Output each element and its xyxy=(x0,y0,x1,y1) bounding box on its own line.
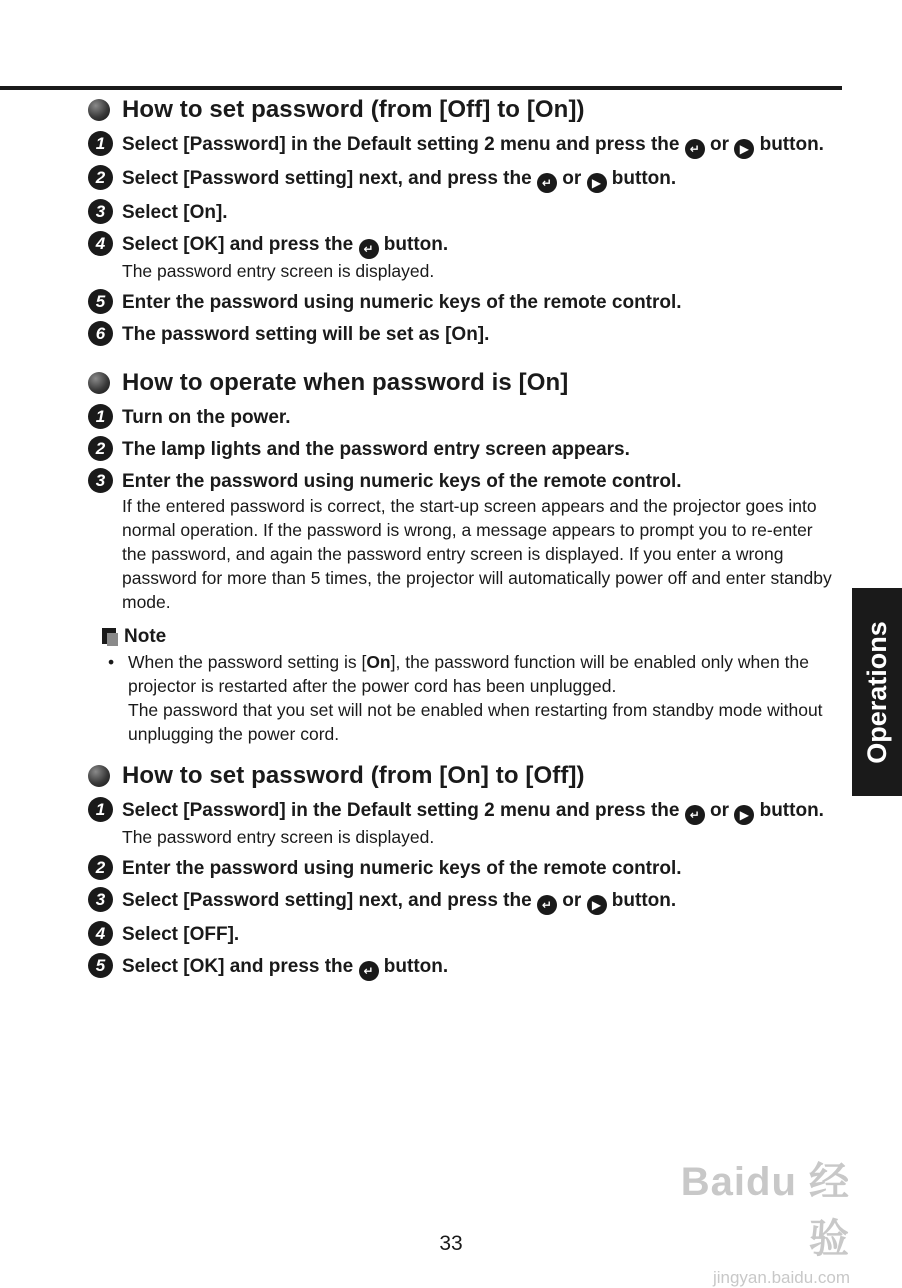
step-title: The lamp lights and the password entry screen appears. xyxy=(122,439,630,460)
section-heading xyxy=(88,369,840,397)
step-4 xyxy=(88,922,840,947)
step-number: 4 xyxy=(88,921,113,946)
watermark-logo xyxy=(640,1150,850,1287)
side-tab-operations xyxy=(852,588,902,796)
step-5 xyxy=(88,954,840,981)
note-bullet: • xyxy=(108,652,115,672)
step-title: Select [Password setting] next, and press the ↵ or ▶ button. xyxy=(122,166,840,193)
right-arrow-button-icon: ▶ xyxy=(734,139,754,159)
step-number: 1 xyxy=(88,797,113,822)
step-title: Select [On]. xyxy=(122,202,228,223)
section-heading-text: How to set password (from [Off] to [On]) xyxy=(122,96,585,123)
note-text-2: The password that you set will not be enabled when restarting from standby mode without unplugging the power cord. xyxy=(128,700,823,744)
step-1 xyxy=(88,798,840,849)
step-number: 4 xyxy=(88,231,113,256)
heading-bullet-icon xyxy=(88,765,110,787)
side-tab-label: Operations xyxy=(861,620,892,764)
step-description: The password entry screen is displayed. xyxy=(122,261,435,281)
page-number: 33 xyxy=(439,1232,463,1255)
step-description: The password entry screen is displayed. xyxy=(122,827,435,847)
step-title: Turn on the power. xyxy=(122,407,291,428)
step-6 xyxy=(88,322,840,347)
step-number: 1 xyxy=(88,131,113,156)
step-2 xyxy=(88,856,840,881)
section-operate-password-on xyxy=(88,369,840,746)
step-2 xyxy=(88,166,840,193)
section-heading-text: How to set password (from [On] to [Off]) xyxy=(122,762,585,789)
step-description: If the entered password is correct, the start-up screen appears and the projector goes into normal operation. If the password is wrong, a message appears to prompt you to re-enter the password, and again the password entry screen is displayed. If you enter a wrong password for more than 5 times, the projector will automatically power off and enter standby mode. xyxy=(122,496,832,612)
section-heading-text: How to operate when password is [On] xyxy=(122,369,569,396)
step-number: 5 xyxy=(88,289,113,314)
step-title: Select [OFF]. xyxy=(122,924,240,945)
step-number: 2 xyxy=(88,855,113,880)
note-item xyxy=(102,650,840,746)
step-number: 3 xyxy=(88,199,113,224)
right-arrow-button-icon: ▶ xyxy=(587,173,607,193)
note-text: When the password setting is [On], the password function will be enabled only when the projector is restarted after the power cord has been unplugged. xyxy=(128,652,809,696)
step-number: 5 xyxy=(88,953,113,978)
step-2 xyxy=(88,437,840,462)
step-title: Select [OK] and press the ↵ button. xyxy=(122,232,840,259)
enter-button-icon: ↵ xyxy=(359,239,379,259)
step-number: 6 xyxy=(88,321,113,346)
enter-button-icon: ↵ xyxy=(537,173,557,193)
top-rule xyxy=(0,86,842,90)
heading-bullet-icon xyxy=(88,99,110,121)
step-3 xyxy=(88,888,840,915)
step-title: The password setting will be set as [On]. xyxy=(122,324,490,345)
note-icon xyxy=(102,628,118,646)
enter-button-icon: ↵ xyxy=(685,139,705,159)
step-title: Select [Password setting] next, and press the ↵ or ▶ button. xyxy=(122,888,840,915)
section-heading xyxy=(88,96,840,124)
section-set-password-on xyxy=(88,96,840,347)
enter-button-icon: ↵ xyxy=(685,805,705,825)
step-number: 3 xyxy=(88,887,113,912)
note-box xyxy=(102,626,840,746)
enter-button-icon: ↵ xyxy=(537,895,557,915)
step-title: Enter the password using numeric keys of the remote control. xyxy=(122,858,682,879)
heading-bullet-icon xyxy=(88,372,110,394)
step-title: Select [Password] in the Default setting 2 menu and press the ↵ or ▶ button. xyxy=(122,132,840,159)
right-arrow-button-icon: ▶ xyxy=(734,805,754,825)
step-number: 3 xyxy=(88,468,113,493)
step-5 xyxy=(88,290,840,315)
watermark-logo-text: Baidu 经验 xyxy=(680,1160,850,1261)
section-heading xyxy=(88,762,840,790)
note-label: Note xyxy=(124,626,167,647)
watermark-url: jingyan.baidu.com xyxy=(712,1268,850,1287)
step-title: Enter the password using numeric keys of the remote control. xyxy=(122,292,682,313)
enter-button-icon: ↵ xyxy=(359,961,379,981)
page-content xyxy=(88,96,840,995)
step-1 xyxy=(88,405,840,430)
step-number: 2 xyxy=(88,165,113,190)
step-number: 2 xyxy=(88,436,113,461)
right-arrow-button-icon: ▶ xyxy=(587,895,607,915)
step-4 xyxy=(88,232,840,283)
step-title: Select [Password] in the Default setting 2 menu and press the ↵ or ▶ button. xyxy=(122,798,840,825)
section-set-password-off xyxy=(88,762,840,981)
step-title: Select [OK] and press the ↵ button. xyxy=(122,954,840,981)
step-3 xyxy=(88,469,840,614)
step-3 xyxy=(88,200,840,225)
step-number: 1 xyxy=(88,404,113,429)
step-title: Enter the password using numeric keys of the remote control. xyxy=(122,471,682,492)
note-heading xyxy=(102,626,840,648)
step-1 xyxy=(88,132,840,159)
